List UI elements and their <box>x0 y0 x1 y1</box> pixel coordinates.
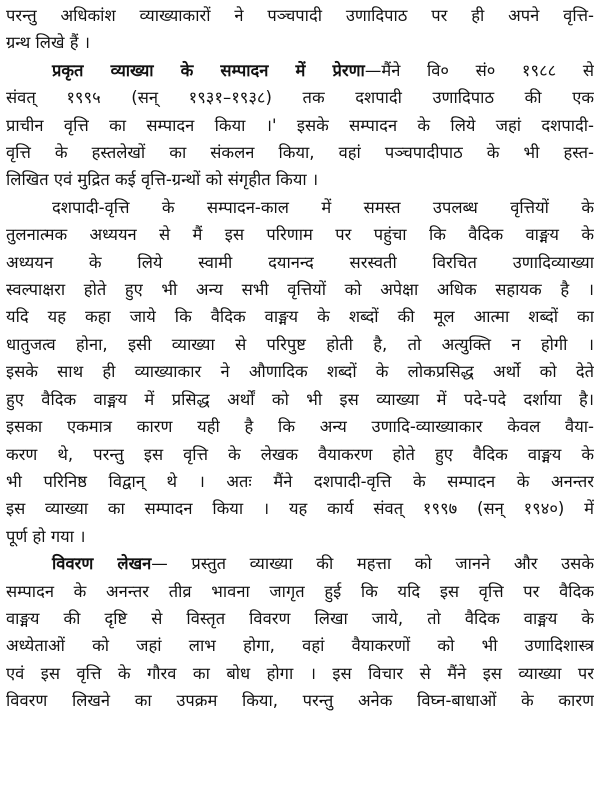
text-line: परन्तु अधिकांश व्याख्याकारों ने पञ्चपादी उणादिपाठ पर ही अपने वृत्ति- <box>6 6 594 25</box>
text-line: स्वल्पाक्षरा होते हुए भी अन्य सभी वृत्तियों को अपेक्षा अधिक सहायक है । <box>6 280 594 300</box>
text-line: इसका एकमात्र कारण यही है कि अन्य उणादि-व्याख्याकार केवल वैया- <box>6 417 594 437</box>
text-line: वृत्ति के हस्तलेखों का संकलन किया, वहां पञ्चपादीपाठ के भी हस्त- <box>6 143 594 163</box>
text-line: ग्रन्थ लिखे हैं । <box>6 33 90 53</box>
text-line: इसके साथ ही व्याख्याकार ने औणादिक शब्दों के लोकप्रसिद्ध अर्थो को देते <box>6 362 594 382</box>
text-line: इस व्याख्या का सम्पादन किया । यह कार्य संवत् १९९७ (सन् १९४०) में <box>6 499 594 519</box>
paragraph-1 <box>6 2 594 57</box>
text-line: दशपादी-वृत्ति के सम्पादन-काल में समस्त उपलब्ध वृत्तियों के <box>52 197 594 217</box>
paragraph-2 <box>6 57 594 194</box>
paragraph-4 <box>6 550 594 714</box>
text-line: तुलनात्मक अध्ययन से मैं इस परिणाम पर पहुंचा कि वैदिक वाङ्मय के <box>6 225 594 245</box>
text-line: सम्पादन के अनन्तर तीव्र भावना जागृत हुई कि यदि इस वृत्ति पर वैदिक <box>6 581 594 601</box>
text-line <box>6 57 594 84</box>
text-line: एवं इस वृत्ति के गौरव का बोध होगा । इस विचार से मैंने इस व्याख्या पर <box>6 663 594 683</box>
paragraph-3 <box>6 194 594 550</box>
text-line: लिखित एवं मुद्रित कई वृत्ति-ग्रन्थों को संगृहीत किया । <box>6 170 319 190</box>
section-heading-inspiration: प्रकृत व्याख्या के सम्पादन में प्रेरणा <box>52 60 365 80</box>
text-span: —मैंने वि० सं० १९८८ से <box>364 60 594 80</box>
text-line <box>6 550 594 577</box>
text-line: अध्येताओं को जहां लाभ होगा, वहां वैयाकरणों को भी उणादिशास्त्र <box>6 636 594 656</box>
text-line: वाङ्मय की दृष्टि से विस्तृत विवरण लिखा जाये, तो वैदिक वाङ्मय के <box>6 608 594 628</box>
text-line: अध्ययन के लिये स्वामी दयानन्द सरस्वती विरचित उणादिव्याख्या <box>6 252 594 272</box>
section-heading-commentary: विवरण लेखन <box>52 554 152 574</box>
text-line: विवरण लिखने का उपक्रम किया, परन्तु अनेक विघ्न-बाधाओं के कारण <box>6 691 594 711</box>
text-span: — प्रस्तुत व्याख्या की महत्ता को जानने और उसके <box>151 554 594 574</box>
text-line: धातुजत्व होना, इसी व्याख्या से परिपुष्ट होती है, तो अत्युक्ति न होगी । <box>6 334 594 354</box>
text-line: हुए वैदिक वाङ्मय में प्रसिद्ध अर्थों को भी इस व्याख्या में पदे-पदे दर्शाया है। <box>6 389 594 409</box>
text-line: पूर्ण हो गया । <box>6 526 86 546</box>
text-line: संवत् १९९५ (सन् १९३१–१९३८) तक दशपादी उणादिपाठ की एक <box>6 88 594 108</box>
text-line: करण थे, परन्तु इस वृत्ति के लेखक वैयाकरण होते हुए वैदिक वाङ्मय के <box>6 444 594 464</box>
text-line: यदि यह कहा जाये कि वैदिक वाङ्मय के शब्दों की मूल आत्मा शब्दों का <box>6 307 594 327</box>
text-line: प्राचीन वृत्ति का सम्पादन किया ।' इसके सम्पादन के लिये जहां दशपादी- <box>6 115 594 135</box>
text-line: भी परिनिष्ठ विद्वान् थे । अतः मैंने दशपादी-वृत्ति के सम्पादन के अनन्तर <box>6 471 594 491</box>
